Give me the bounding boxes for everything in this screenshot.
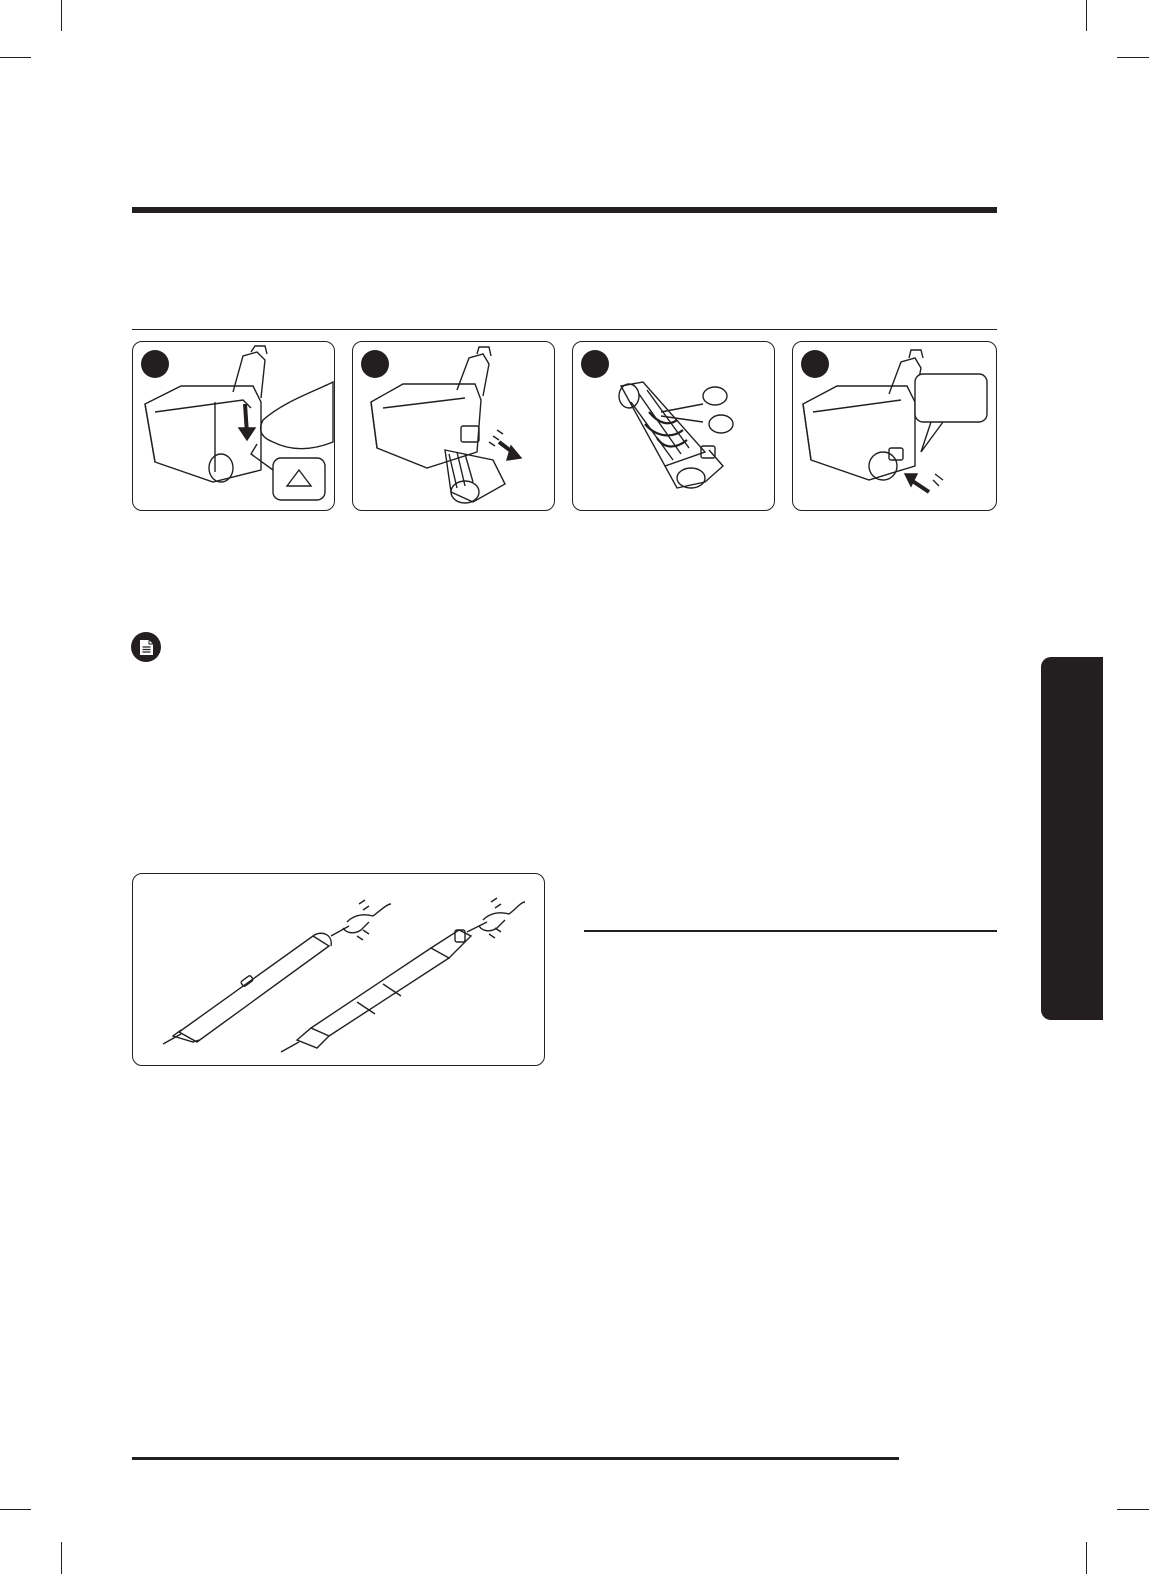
- crop-mark: [1117, 1509, 1149, 1510]
- crop-mark: [1086, 0, 1087, 31]
- note-icon: [131, 632, 161, 662]
- step-4-panel: [792, 341, 997, 511]
- step-1-panel: [132, 341, 335, 511]
- step-2-panel: [352, 341, 555, 511]
- crop-mark: [1086, 1542, 1087, 1574]
- pipe-cleaning-panel: [132, 873, 545, 1066]
- header-rule: [132, 207, 997, 213]
- cut-hair-scissors-illustration: [573, 342, 775, 511]
- brush-reinsert-illustration: [793, 342, 997, 511]
- crop-mark: [0, 1509, 31, 1510]
- chapter-side-tab: [1041, 657, 1103, 1020]
- step-3-panel: [572, 341, 775, 511]
- brush-head-release-illustration: [133, 342, 335, 511]
- footer-rule: [132, 1457, 899, 1460]
- crop-mark: [61, 0, 62, 31]
- brush-removal-illustration: [353, 342, 555, 511]
- crop-mark: [61, 1542, 62, 1574]
- crop-mark: [1117, 57, 1149, 58]
- section-rule: [132, 329, 997, 330]
- crop-mark: [0, 57, 31, 58]
- subsection-rule: [584, 930, 997, 932]
- pipe-shake-illustration: [133, 874, 545, 1066]
